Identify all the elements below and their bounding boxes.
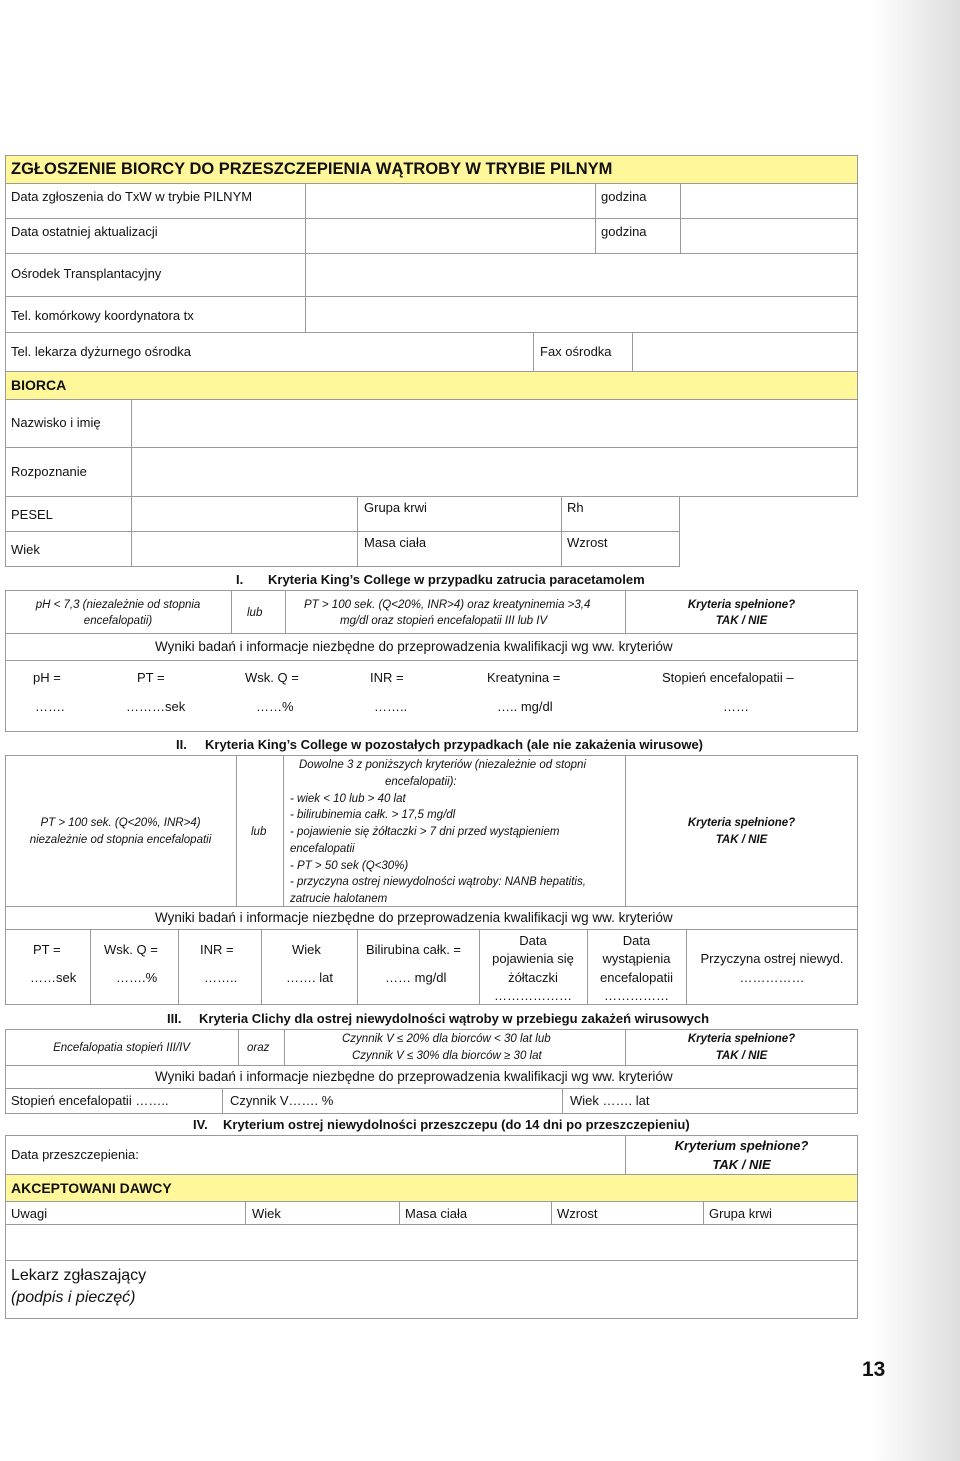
section2-cause-label: Przyczyna ostrej niewyd.: [700, 951, 844, 966]
pesel-label: PESEL: [11, 507, 53, 522]
donors-notes-col: Uwagi: [11, 1206, 48, 1221]
section2-jaundice-label-1: Data: [519, 933, 547, 948]
section2-jaundice-blank: ………………: [494, 988, 572, 1003]
update-date-label: Data ostatniej aktualizacji: [11, 224, 158, 239]
section2-jaundice-label-2: pojawienia się: [492, 951, 574, 966]
section2-criteria-question: Kryteria spełnione?: [687, 817, 796, 829]
doctor-phone-label: Tel. lekarza dyżurnego ośrodka: [11, 344, 191, 359]
section2-left-line2: niezależnie od stopnia encefalopatii: [29, 834, 212, 846]
section3-factor-field: Czynnik V……. %: [230, 1093, 334, 1108]
section1-inr-blank: ……..: [374, 699, 408, 714]
section2-title: Kryteria King’s College w pozostałych przypadkach (ale nie zakażenia wirusowe): [205, 737, 703, 752]
section2-encephalopathy-label-3: encefalopatii: [600, 970, 673, 985]
section1-creatinine-blank: ….. mg/dl: [497, 699, 553, 714]
section2-cause-blank: ……………: [739, 970, 805, 985]
section1-ph-blank: …….: [35, 699, 65, 714]
section3-title: Kryteria Clichy dla ostrej niewydolności wątroby w przebiegu zakażeń wirusowych: [199, 1011, 710, 1026]
section1-left-line2: encefalopatii): [83, 615, 153, 627]
section1-pt-blank: ………sek: [126, 699, 186, 714]
section3-number: III.: [167, 1011, 182, 1026]
recipient-title: BIORCA: [11, 377, 67, 393]
donors-title: AKCEPTOWANI DAWCY: [11, 1180, 172, 1196]
page-edge-shadow: [870, 0, 960, 1461]
section2-jaundice-label-3: żółtaczki: [508, 970, 558, 985]
section2-pt-blank: ……sek: [30, 970, 77, 985]
section2-criteria-line: encefalopatii):: [385, 776, 457, 788]
section1-results-label: Wyniki badań i informacje niezbędne do przeprowadzenia kwalifikacji wg ww. kryteriów: [155, 639, 673, 654]
section1-creatinine-label: Kreatynina =: [487, 670, 561, 685]
section4-yes-no: TAK / NIE: [712, 1157, 771, 1172]
section1-mid-line1: PT > 100 sek. (Q<20%, INR>4) oraz kreatyninemia >3,4: [304, 599, 591, 611]
name-label: Nazwisko i imię: [11, 415, 101, 430]
transplant-date-label: Data przeszczepienia:: [11, 1147, 139, 1162]
section3-mid-line1: Czynnik V ≤ 20% dla biorców < 30 lat lub: [342, 1033, 551, 1045]
section2-criteria-line: - PT > 50 sek (Q<30%): [290, 860, 409, 872]
section4-number: IV.: [193, 1117, 208, 1132]
signature-note: (podpis i pieczęć): [11, 1289, 136, 1306]
name-row: [5, 399, 858, 448]
section3-mid-line2: Czynnik V ≤ 30% dla biorców ≥ 30 lat: [352, 1050, 542, 1062]
center-label: Ośrodek Transplantacyjny: [11, 266, 162, 281]
section3-and: oraz: [247, 1042, 270, 1054]
section1-number: I.: [236, 572, 244, 587]
section1-q-label: Wsk. Q =: [245, 670, 299, 685]
section1-ph-label: pH =: [33, 670, 61, 685]
section1-encephalopathy-label: Stopień encefalopatii –: [662, 670, 794, 685]
section2-criteria-line: zatrucie halotanem: [290, 893, 388, 905]
section4-criteria-question: Kryterium spełnione?: [674, 1138, 809, 1153]
section2-criteria-line: - bilirubinemia całk. > 17,5 mg/dl: [290, 809, 456, 821]
section1-title: Kryteria King’s College w przypadku zatrucia paracetamolem: [268, 572, 645, 587]
section2-bilirubin-label: Bilirubina całk. =: [366, 942, 462, 957]
section2-criteria-line: - pojawienie się żółtaczki > 7 dni przed wystąpieniem: [290, 826, 560, 838]
section2-or: lub: [251, 826, 267, 838]
section1-q-blank: ……%: [256, 699, 294, 714]
section3-results-label: Wyniki badań i informacje niezbędne do przeprowadzenia kwalifikacji wg ww. kryteriów: [155, 1069, 673, 1084]
section2-inr-blank: ……..: [204, 970, 238, 985]
coordinator-phone-label: Tel. komórkowy koordynatora tx: [11, 308, 194, 323]
section1-criteria-question: Kryteria spełnione?: [687, 599, 796, 611]
section2-criteria-line: - przyczyna ostrej niewydolności wątroby: NANB hepatitis,: [290, 876, 586, 888]
fax-label: Fax ośrodka: [540, 344, 612, 359]
section1-pt-label: PT =: [137, 670, 165, 685]
section3-encephalopathy-field: Stopień encefalopatii ……..: [11, 1093, 169, 1108]
section3-left: Encefalopatia stopień III/IV: [53, 1042, 190, 1054]
section2-q-label: Wsk. Q =: [104, 942, 158, 957]
rh-label: Rh: [567, 500, 584, 515]
recipient-title-bar: [5, 371, 858, 400]
donors-value-row: [5, 1224, 858, 1261]
section1-yes-no: TAK / NIE: [715, 615, 768, 627]
submission-date-label: Data zgłoszenia do TxW w trybie PILNYM: [11, 189, 253, 204]
section2-inr-label: INR =: [200, 942, 234, 957]
blood-group-label: Grupa krwi: [364, 500, 427, 515]
section2-encephalopathy-label-1: Data: [622, 933, 651, 948]
height-label: Wzrost: [567, 535, 608, 550]
donors-height-col: Wzrost: [557, 1206, 598, 1221]
page-number: 13: [862, 1358, 886, 1381]
section2-results-box: [5, 929, 858, 1005]
update-time-label: godzina: [601, 224, 647, 239]
donors-blood-group-col: Grupa krwi: [709, 1206, 772, 1221]
section2-left-line1: PT > 100 sek. (Q<20%, INR>4): [40, 817, 201, 829]
section3-age-field: Wiek ……. lat: [570, 1093, 650, 1108]
section1-or: lub: [247, 607, 263, 619]
section2-encephalopathy-label-2: wystąpienia: [602, 951, 671, 966]
section2-number: II.: [176, 737, 187, 752]
donors-weight-col: Masa ciała: [405, 1206, 468, 1221]
section2-age-label: Wiek: [292, 942, 321, 957]
section2-yes-no: TAK / NIE: [715, 834, 768, 846]
section2-age-blank: ……. lat: [286, 970, 333, 985]
donors-age-col: Wiek: [252, 1206, 281, 1221]
section2-q-blank: …….%: [116, 970, 158, 985]
section2-criteria-line: Dowolne 3 z poniższych kryteriów (niezależnie od stopni: [299, 759, 587, 771]
section2-results-label: Wyniki badań i informacje niezbędne do przeprowadzenia kwalifikacji wg ww. kryteriów: [155, 910, 673, 925]
signature-label: Lekarz zgłaszający: [11, 1267, 147, 1284]
section3-yes-no: TAK / NIE: [715, 1050, 768, 1062]
section3-criteria-question: Kryteria spełnione?: [687, 1033, 796, 1045]
form-title: ZGŁOSZENIE BIORCY DO PRZESZCZEPIENIA WĄTROBY W TRYBIE PILNYM: [11, 160, 613, 178]
submission-time-label: godzina: [601, 189, 647, 204]
section2-bilirubin-blank: …… mg/dl: [385, 970, 447, 985]
age-label: Wiek: [11, 542, 40, 557]
diagnosis-row: [5, 447, 858, 497]
section1-mid-line2: mg/dl oraz stopień encefalopatii III lub IV: [340, 615, 548, 627]
section2-criteria-line: encefalopatii: [290, 843, 355, 855]
section2-criteria-line: - wiek < 10 lub > 40 lat: [290, 793, 406, 805]
section1-inr-label: INR =: [370, 670, 404, 685]
section2-encephalopathy-blank: ……………: [604, 988, 669, 1003]
section4-title: Kryterium ostrej niewydolności przeszczepu (do 14 dni po przeszczepieniu): [223, 1117, 690, 1132]
section2-pt-label: PT =: [33, 942, 61, 957]
weight-label: Masa ciała: [364, 535, 427, 550]
diagnosis-label: Rozpoznanie: [11, 464, 87, 479]
section1-left-line1: pH < 7,3 (niezależnie od stopnia: [35, 599, 201, 611]
section1-encephalopathy-blank: ……: [723, 699, 749, 714]
